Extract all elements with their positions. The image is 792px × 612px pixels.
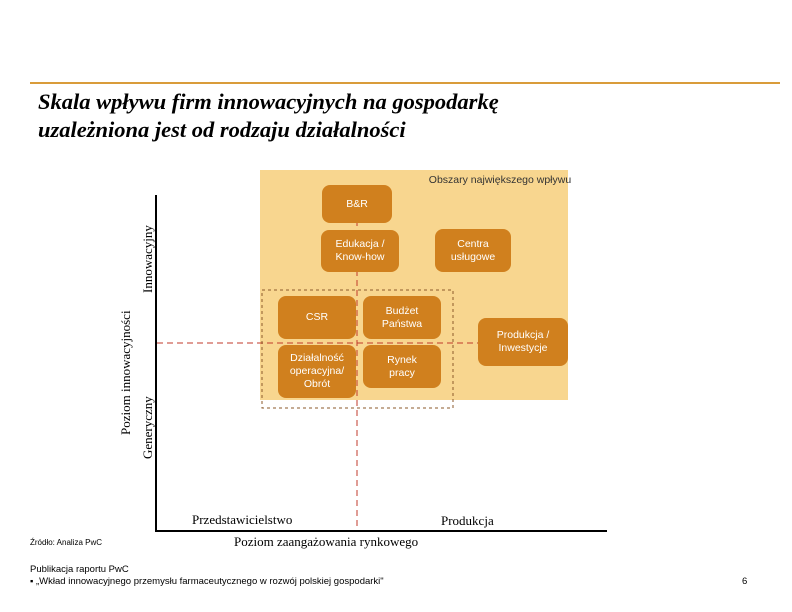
box-budzet: Budżet Państwa — [363, 296, 441, 339]
box-produkcja: Produkcja / Inwestycje — [478, 318, 568, 366]
x-axis-high-label: Produkcja — [441, 513, 494, 528]
x-axis-title: Poziom zaangażowania rynkowego — [234, 534, 419, 549]
y-axis-title: Poziom innowacyjności — [118, 310, 133, 435]
source-note: Źródło: Analiza PwC — [30, 538, 103, 547]
box-dzialalnosc: Działalność operacyjna/ Obrót — [278, 345, 356, 398]
x-axis-low-label: Przedstawicielstwo — [192, 512, 293, 527]
y-axis-low-label: Generyczny — [140, 396, 155, 459]
footer-line-2: ▪ „Wkład innowacyjnego przemysłu farmaceutycznego w rozwój polskiej gospodarki" — [30, 576, 384, 587]
y-axis-high-label: Innowacyjny — [140, 225, 155, 293]
x-axis-line — [155, 530, 607, 532]
bullet-icon: ▪ — [30, 576, 37, 587]
title-line-1: Skala wpływu firm innowacyjnych na gospodarkę — [38, 89, 499, 114]
box-rynek: Rynek pracy — [363, 345, 441, 388]
title-line-2: uzależniona jest od rodzaju działalności — [38, 117, 406, 142]
box-br: B&R — [322, 185, 392, 223]
box-csr: CSR — [278, 296, 356, 339]
footer-line-1: Publikacja raportu PwC — [30, 564, 129, 575]
box-centra: Centra usługowe — [435, 229, 511, 272]
highest-impact-label: Obszary największego wpływu — [428, 174, 572, 186]
box-edukacja: Edukacja / Know-how — [321, 230, 399, 272]
page-number: 6 — [742, 576, 748, 587]
